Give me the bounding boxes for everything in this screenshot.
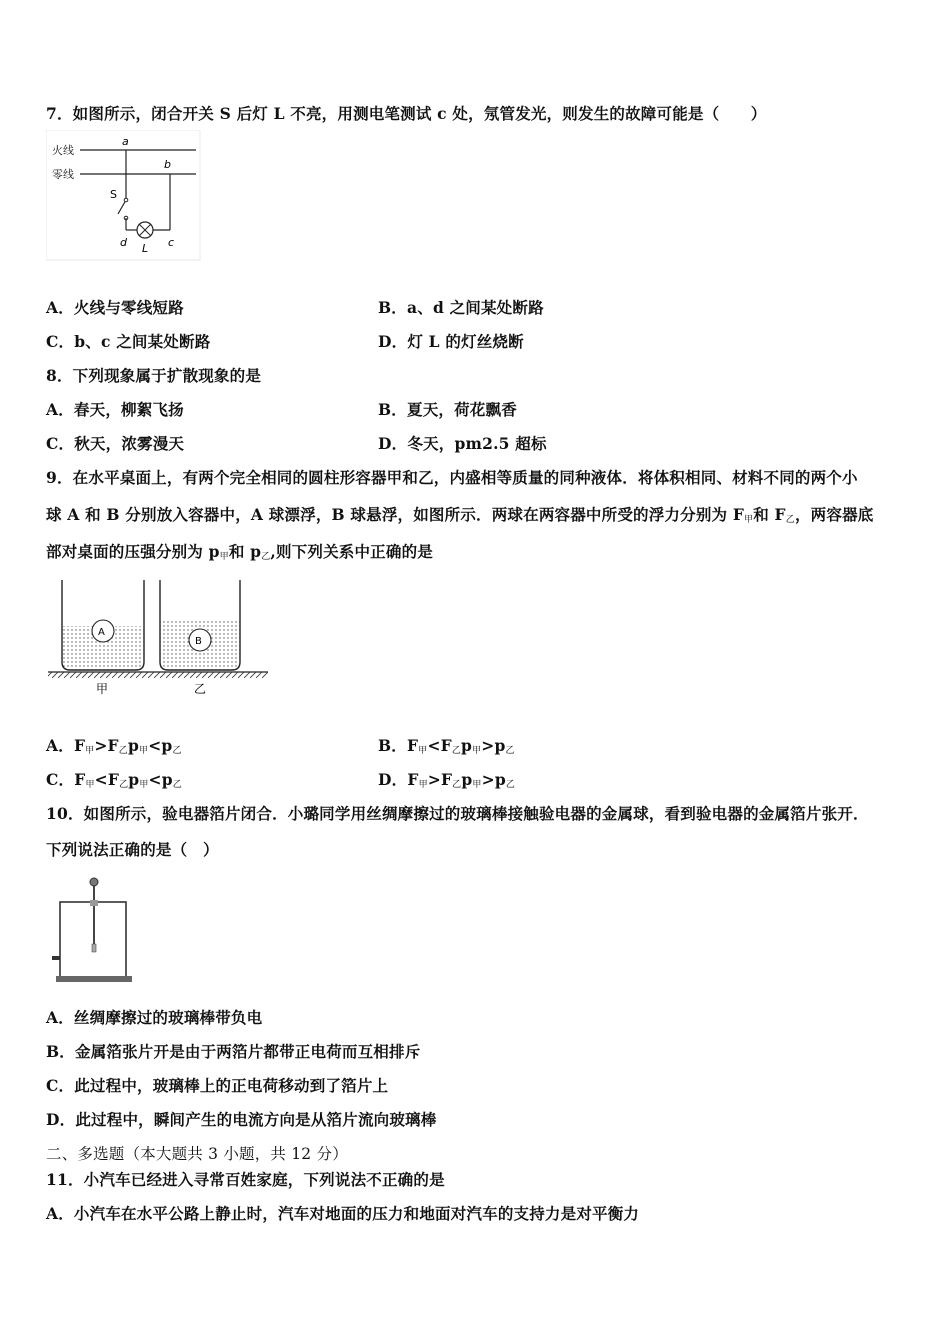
live-wire-label: 火线 <box>52 144 74 157</box>
q9-containers-figure <box>46 576 272 698</box>
q7-option-d: D．灯 L 的灯丝烧断 <box>378 332 524 351</box>
q11-option-a: A．小汽车在水平公路上静止时，汽车对地面的压力和地面对汽车的支持力是对平衡力 <box>46 1204 640 1223</box>
q9-stem-line2: 球 A 和 B 分别放入容器中，A 球漂浮，B 球悬浮，如图所示．两球在两容器中所受的浮力分别为 $F_甲$和 $F_乙$，两容器底 <box>46 505 874 525</box>
point-d-label: d <box>120 236 127 249</box>
q7-option-c: C．b、c 之间某处断路 <box>46 332 211 351</box>
q7-option-b: B．a、d 之间某处断路 <box>378 298 544 317</box>
q7-stem: 7．如图所示，闭合开关 S 后灯 L 不亮，用测电笔测试 c 处，氖管发光，则发生的故障可能是（ ） <box>46 104 767 123</box>
q10-option-a: A．丝绸摩擦过的玻璃棒带负电 <box>46 1008 263 1027</box>
point-c-label: c <box>168 236 175 249</box>
q8-option-a: A．春天，柳絮飞扬 <box>46 400 184 419</box>
q7-option-a: A．火线与零线短路 <box>46 298 184 317</box>
ball-b-label: B <box>195 636 202 647</box>
q8-option-c: C．秋天，浓雾漫天 <box>46 434 185 453</box>
q7-circuit-figure <box>46 130 206 262</box>
q9-option-a: A．$F_甲>F_乙p_甲<p_乙$ <box>46 736 182 756</box>
q10-stem-line1: 10．如图所示，验电器箔片闭合．小璐同学用丝绸摩擦过的玻璃棒接触验电器的金属球，看到验电器的金属箔片张开． <box>46 804 869 823</box>
q9-option-d: D．$F_甲>F_乙p_甲>p_乙$ <box>378 770 516 790</box>
point-a-label: a <box>122 135 129 148</box>
q10-option-b: B．金属箔张片开是由于两箔片都带正电荷而互相排斥 <box>46 1042 421 1061</box>
q9-option-c: C．$F_甲<F_乙p_甲<p_乙$ <box>46 770 182 790</box>
switch-s-label: S <box>110 188 117 201</box>
label-jia: 甲 <box>96 682 109 696</box>
section-title: 二、多选题（本大题共 3 小题，共 12 分） <box>46 1145 348 1163</box>
point-b-label: b <box>164 158 171 171</box>
q10-electroscope-figure <box>46 874 138 986</box>
q11-stem: 11．小汽车已经进入寻常百姓家庭，下列说法不正确的是 <box>46 1170 445 1189</box>
neutral-wire-label: 零线 <box>52 168 74 181</box>
metal-ball-icon <box>90 878 98 886</box>
label-yi: 乙 <box>194 682 207 696</box>
q10-option-c: C．此过程中，玻璃棒上的正电荷移动到了箔片上 <box>46 1076 389 1095</box>
q8-option-b: B．夏天，荷花飘香 <box>378 400 517 419</box>
lamp-l-label: L <box>142 242 149 255</box>
q10-stem-line2: 下列说法正确的是（ ） <box>46 840 219 859</box>
q9-option-b: B．$F_甲<F_乙p_甲>p_乙$ <box>378 736 515 756</box>
ball-a-label: A <box>98 627 105 638</box>
q10-option-d: D．此过程中，瞬间产生的电流方向是从箔片流向玻璃棒 <box>46 1110 437 1129</box>
q8-option-d: D．冬天，pm2.5 超标 <box>378 434 547 453</box>
metal-foil-icon <box>92 944 96 952</box>
q9-stem-line1: 9．在水平桌面上，有两个完全相同的圆柱形容器甲和乙，内盛相等质量的同种液体．将体积相同、材料不同的两个小 <box>46 468 858 487</box>
q8-stem: 8．下列现象属于扩散现象的是 <box>46 366 262 385</box>
q9-stem-line3: 部对桌面的压强分别为 $p_甲$和 $p_乙$,则下列关系中正确的是 <box>46 542 433 562</box>
